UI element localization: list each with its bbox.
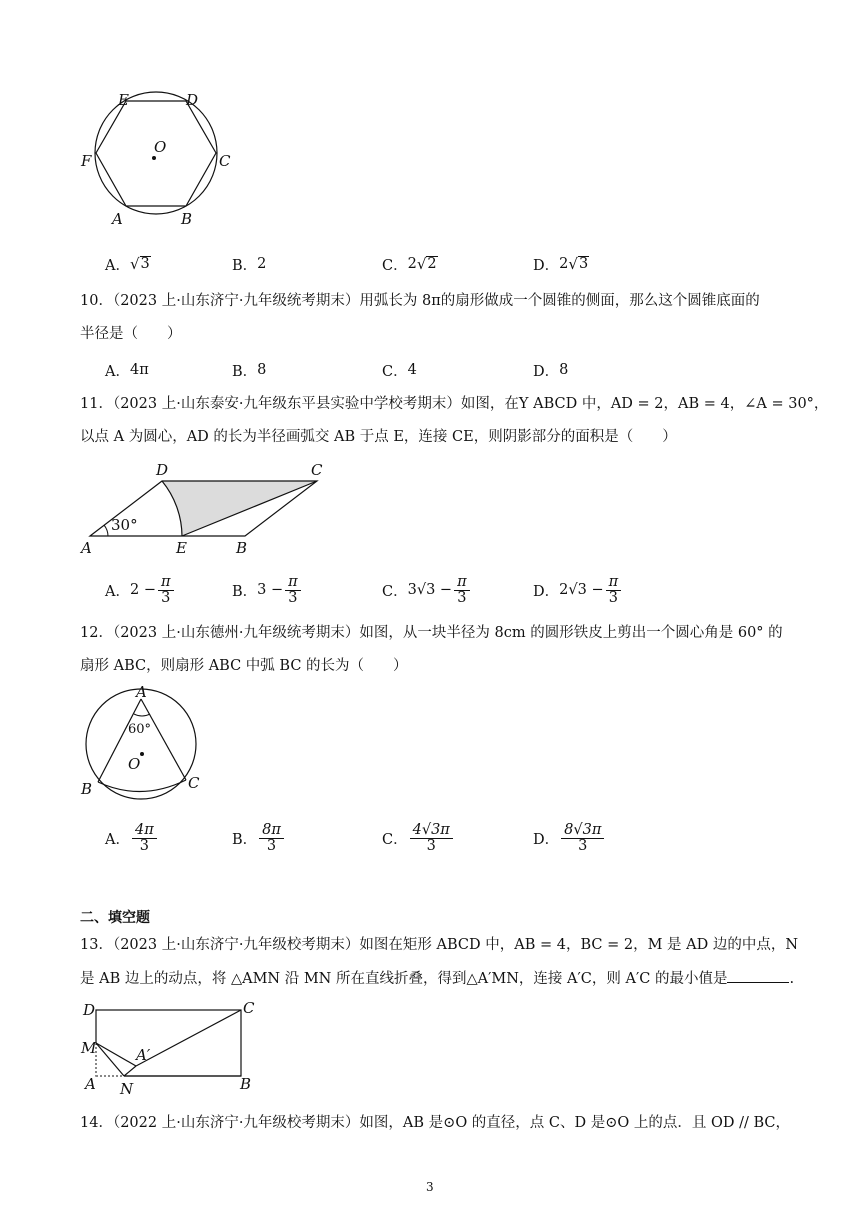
q10-option-b-value: 8 — [257, 362, 267, 378]
q12-option-b-fraction — [259, 823, 284, 854]
q13-label-A: A — [85, 1075, 96, 1093]
q12-option-b[interactable] — [232, 818, 284, 858]
q13-label-N: N — [120, 1080, 134, 1098]
q14-stem-line1: 14．（2022 上·山东济宁·九年级校考期末）如图，AB 是⊙O 的直径，点 C、D 是⊙O 上的点．且 OD // BC， — [80, 1115, 791, 1131]
fraction-numerator: π — [454, 575, 470, 591]
q12-stem-line2: 扇形 ABC，则扇形 ABC 中弧 BC 的长为（ ） — [80, 658, 408, 674]
q13-label-B: B — [240, 1075, 252, 1093]
q9-option-b-value: 2 — [257, 256, 267, 272]
q11-option-a-fraction — [158, 575, 174, 606]
q11-stem-line2: 以点 A 为圆心，AD 的长为半径画弧交 AB 于点 E，连接 CE，则阴影部分的面积是（ ） — [80, 429, 677, 445]
q11-label-B: B — [236, 539, 248, 557]
q12-label-B: B — [81, 780, 93, 798]
q9-option-c-radicand: 2 — [427, 256, 437, 272]
sqrt-symbol: √ — [416, 255, 427, 273]
q9-label-A: A — [112, 210, 123, 228]
fraction-numerator: 8π — [259, 823, 284, 839]
q12-label-C: C — [188, 774, 200, 792]
q12-label-O: O — [128, 755, 141, 773]
q9-option-d-radicand: 3 — [578, 256, 589, 272]
q11-option-d-prefix: 2√3 − — [559, 582, 604, 598]
q13-label-M: M — [81, 1039, 97, 1057]
q11-option-a-prefix: 2 − — [129, 582, 156, 598]
fraction-numerator: 4√3π — [410, 823, 453, 839]
fraction-denominator: 3 — [457, 589, 467, 606]
q11-option-c-label: C． — [382, 583, 408, 600]
q12-option-a-label: A． — [105, 831, 130, 848]
q13-stem-line2-end: . — [789, 971, 795, 987]
q13-stem-line2-wrap — [80, 968, 794, 989]
q9-options — [105, 246, 805, 282]
fraction-numerator: π — [285, 575, 301, 591]
q11-label-D: D — [156, 461, 169, 479]
q11-stem-line1: 11．（2023 上·山东泰安·九年级东平县实验中学校考期末）如图，在Y ABCD 中，AD = 2，AB = 4，∠A = 30°， — [80, 396, 829, 412]
q9-option-b-label: B． — [232, 257, 258, 274]
q9-option-a[interactable] — [105, 246, 151, 282]
fraction-numerator: π — [158, 575, 174, 591]
q10-stem-line1: 10．（2023 上·山东济宁·九年级统考期末）用弧长为 8π的扇形做成一个圆锥的侧面，那么这个圆锥底面的 — [80, 293, 760, 309]
q9-label-C: C — [219, 152, 231, 170]
q11-label-E: E — [176, 539, 187, 557]
q9-label-F: F — [81, 152, 92, 170]
q9-label-E: E — [118, 91, 129, 109]
q12-options — [105, 818, 805, 858]
q12-option-d-label: D． — [533, 831, 560, 848]
q13-label-D: D — [83, 1001, 96, 1019]
fraction-denominator: 3 — [608, 589, 618, 606]
q9-option-c-label: C． — [382, 257, 408, 274]
fraction-denominator: 3 — [426, 837, 436, 854]
q11-option-a[interactable] — [105, 572, 174, 608]
q10-option-c-label: C． — [382, 363, 408, 380]
q12-angle-label: 60° — [128, 722, 152, 737]
q12-option-d[interactable] — [533, 818, 604, 858]
q9-label-O: O — [154, 138, 167, 156]
q10-option-c[interactable] — [382, 352, 417, 388]
q10-option-b[interactable] — [232, 352, 266, 388]
q10-option-d-value: 8 — [559, 362, 569, 378]
q10-option-d[interactable] — [533, 352, 568, 388]
q9-label-D: D — [186, 91, 199, 109]
fraction-denominator: 3 — [578, 837, 588, 854]
fraction-denominator: 3 — [161, 589, 171, 606]
q10-option-c-value: 4 — [407, 362, 417, 378]
fraction-numerator: π — [606, 575, 622, 591]
q13-answer-blank[interactable] — [727, 968, 789, 983]
section-heading-fill-in: 二、填空题 — [80, 910, 150, 926]
q10-option-a[interactable] — [105, 352, 149, 388]
q11-option-b-label: B． — [232, 583, 258, 600]
q12-option-a-fraction — [132, 823, 157, 854]
fraction-numerator: 8√3π — [561, 823, 604, 839]
q12-option-c-fraction — [410, 823, 453, 854]
q11-option-b-fraction — [285, 575, 301, 606]
q9-option-a-label: A． — [105, 257, 130, 274]
q12-label-A: A — [136, 684, 147, 701]
q11-option-d-label: D． — [533, 583, 560, 600]
q11-option-a-label: A． — [105, 583, 130, 600]
q13-rectangle-figure — [78, 996, 263, 1098]
q13-label-A-prime: A′ — [136, 1046, 151, 1064]
page-number: 3 — [426, 1180, 434, 1194]
q11-options — [105, 572, 805, 608]
q11-label-A: A — [81, 539, 92, 557]
q10-stem-line2: 半径是（ ） — [80, 326, 182, 342]
q10-options — [105, 352, 805, 388]
q12-option-b-label: B． — [232, 831, 258, 848]
sqrt-symbol: √ — [568, 255, 578, 273]
q9-option-a-radicand: 3 — [140, 256, 150, 272]
q9-option-b[interactable] — [232, 246, 266, 282]
q12-stem-line1: 12．（2023 上·山东德州·九年级统考期末）如图，从一块半径为 8cm 的圆形铁皮上剪出一个圆心角是 60° 的 — [80, 625, 783, 641]
q11-option-b[interactable] — [232, 572, 301, 608]
q9-label-B: B — [181, 210, 193, 228]
q11-option-c-fraction — [454, 575, 470, 606]
q11-label-C: C — [311, 461, 323, 479]
q9-option-d[interactable] — [533, 246, 589, 282]
q9-hexagon-figure — [78, 86, 238, 231]
fraction-denominator: 3 — [266, 837, 277, 854]
fraction-numerator: 4π — [132, 823, 157, 839]
q12-option-d-fraction — [561, 823, 604, 854]
q11-option-c[interactable] — [382, 572, 470, 608]
q12-option-c[interactable] — [382, 818, 453, 858]
q11-option-c-prefix: 3√3 − — [407, 582, 453, 598]
q11-option-d-fraction — [606, 575, 622, 606]
q9-option-c[interactable] — [382, 246, 438, 282]
q12-option-a[interactable] — [105, 818, 157, 858]
q11-option-d[interactable] — [533, 572, 621, 608]
fraction-denominator: 3 — [288, 589, 298, 606]
sqrt-symbol: √ — [129, 255, 140, 273]
q11-option-b-prefix: 3 − — [257, 582, 284, 598]
q9-option-d-coef: 2 — [559, 256, 569, 272]
q10-option-d-label: D． — [533, 363, 560, 380]
fraction-denominator: 3 — [139, 837, 149, 854]
q12-sector-figure — [78, 684, 208, 802]
q10-option-a-label: A． — [105, 363, 130, 380]
q10-option-a-value: 4π — [129, 362, 149, 378]
q12-option-c-label: C． — [382, 831, 408, 848]
q9-option-d-label: D． — [533, 257, 560, 274]
q10-option-b-label: B． — [232, 363, 258, 380]
q11-angle-label: 30° — [111, 516, 138, 534]
q11-parallelogram-figure — [78, 455, 338, 560]
q13-stem-line2: 是 AB 边上的动点，将 △AMN 沿 MN 所在直线折叠，得到△A′MN，连接 A′C，则 A′C 的最小值是 — [80, 971, 728, 987]
q9-option-c-coef: 2 — [407, 256, 417, 272]
q13-label-C: C — [243, 999, 255, 1017]
q13-stem-line1: 13．（2023 上·山东济宁·九年级校考期末）如图在矩形 ABCD 中，AB = 4，BC = 2，M 是 AD 边的中点，N — [80, 937, 799, 953]
